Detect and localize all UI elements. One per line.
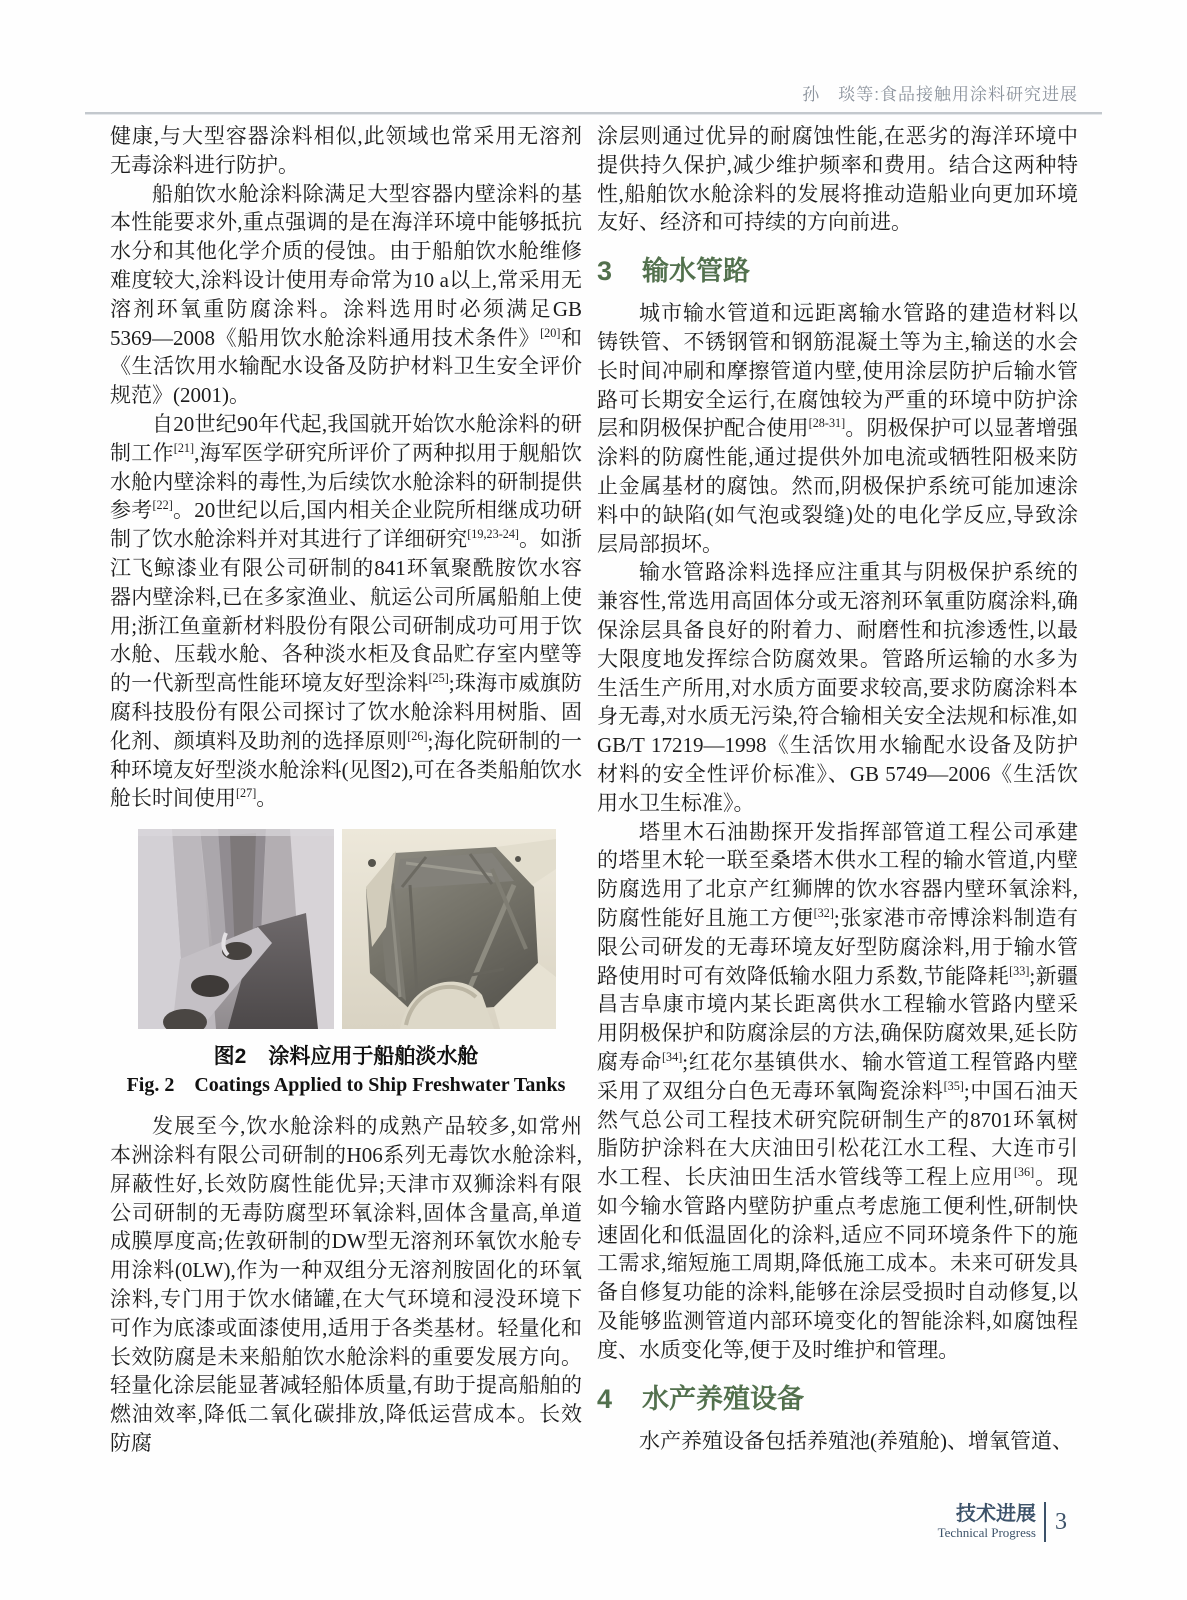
figure-caption-cn-text: 涂料应用于船舶淡水舱	[268, 1045, 479, 1069]
section-title: 水产养殖设备	[642, 1383, 805, 1414]
figure-caption-cn-label: 图2	[213, 1045, 247, 1069]
footer-section-cn: 技术进展	[956, 1503, 1036, 1525]
paragraph: 健康,与大型容器涂料相似,此领域也常采用无溶剂无毒涂料进行防护。	[110, 124, 582, 177]
page-number: 3	[1055, 1508, 1067, 1535]
right-column	[597, 122, 1078, 1455]
figure-2	[110, 829, 582, 1098]
figure-caption-en-text: Coatings Applied to Ship Freshwater Tanks	[194, 1074, 566, 1097]
section-number: 4	[597, 1383, 613, 1414]
paragraph: 城市输水管道和远距离输水管路的建造材料以铸铁管、不锈钢管和钢筋混凝土等为主,输送的水会长时间冲刷和摩擦管道内壁,使用涂层防护后输水管路可长期安全运行,在腐蚀较为严重的环境中防护涂层和阴极保护配合使用[28-31]。阴极保护可以显著增强涂料的防腐性能,通过提供外加电流或牺牲阳极来防止金属基材的腐蚀。然而,阴极保护系统可能加速涂料中的缺陷(如气泡或裂缝)处的电化学反应,导致涂层局部损坏。	[597, 301, 1079, 556]
section-heading-3	[597, 253, 1078, 289]
paragraph: 输水管路涂料选择应注重其与阴极保护系统的兼容性,常选用高固体分或无溶剂环氧重防腐涂料,确保涂层具备良好的附着力、耐磨性和抗渗透性,以最大限度地发挥综合防腐效果。管路所运输的水多为生活生产所用,对水质方面要求较高,要求防腐涂料本身无毒,对水质无污染,符合输相关安全法规和标准,如GB/T 17219—1998《生活饮用水输配水设备及防护材料的安全性评价标准》、GB 5749—2006《生活饮用水卫生标准》。	[597, 560, 1078, 815]
section-title: 输水管路	[642, 256, 751, 287]
footer-labels	[938, 1503, 1044, 1541]
figure-caption-en-label: Fig. 2	[126, 1074, 175, 1097]
header-rule	[85, 112, 1102, 115]
paragraph: 发展至今,饮水舱涂料的成熟产品较多,如常州本洲涂料有限公司研制的H06系列无毒饮水舱涂料,屏蔽性好,长效防腐性能优异;天津市双狮涂料有限公司研制的无毒防腐型环氧涂料,固体含量高,单道成膜厚度高;佐敦研制的DW型无溶剂环氧饮水舱专用涂料(0LW),作为一种双组分无溶剂胺固化的环氧涂料,专门用于饮水储罐,在大气环境和浸没环境下可作为底漆或面漆使用,适用于各类基材。轻量化和长效防腐是未来船舶饮水舱涂料的重要发展方向。轻量化涂层能显著减轻船体质量,有助于提高船舶的燃油效率,降低二氧化碳排放,降低运营成本。长效防腐	[110, 1114, 582, 1455]
figure-caption-cn	[110, 1043, 582, 1070]
paragraph: 涂层则通过优异的耐腐蚀性能,在恶劣的海洋环境中提供持久保护,减少维护频率和费用。结合这两种特性,船舶饮水舱涂料的发展将推动造船业向更加环境友好、经济和可持续的方向前进。	[597, 124, 1078, 235]
paragraph: 塔里木石油勘探开发指挥部管道工程公司承建的塔里木轮一联至桑塔木供水工程的输水管道,内壁防腐选用了北京产红狮牌的饮水容器内壁环氧涂料,防腐性能好且施工方便[32];张家港市帝博涂料制造有限公司研发的无毒环境友好型防腐涂料,用于输水管路使用时可有效降低输水阻力系数,节能降耗[33];新疆昌吉阜康市境内某长距离供水工程输水管路内壁采用阴极保护和防腐涂层的方法,确保防腐效果,延长防腐寿命[34];红花尔基镇供水、输水管道工程管路内壁采用了双组分白色无毒环氧陶瓷涂料[35];中国石油天然气总公司工程技术研究院研制生产的8701环氧树脂防护涂料在大庆油田引松花江水工程、大连市引水工程、长庆油田生活水管线等工程上应用[36]。现如今输水管路内壁防护重点考虑施工便利性,研制快速固化和低温固化的涂料,适应不同环境条件下的施工需求,缩短施工周期,降低施工成本。未来可研发具备自修复功能的涂料,能够在涂层受损时自动修复,以及能够监测管道内部环境变化的智能涂料,如腐蚀程度、水质变化等,便于及时维护和管理。	[597, 819, 1079, 1362]
paragraph: 自20世纪90年代起,我国就开始饮水舱涂料的研制工作[21],海军医学研究所评价了两种拟用于舰船饮水舱内壁涂料的毒性,为后续饮水舱涂料的研制提供参考[22]。20世纪以后,国内相关企业院所相继成功研制了饮水舱涂料并对其进行了详细研究[19,23-24]。如浙江飞鲸漆业有限公司研制的841环氧聚酰胺饮水容器内壁涂料,已在多家渔业、航运公司所属船舶上使用;浙江鱼童新材料股份有限公司研制成功可用于饮水舱、压载水舱、各种淡水柜及食品贮存室内壁等的一代新型高性能环境友好型涂料[25];珠海市威旗防腐科技股份有限公司探讨了饮水舱涂料用树脂、固化剂、颜填料及助剂的选择原则[26];海化院研制的一种环境友好型淡水舱涂料(见图2),可在各类船舶饮水舱长时间使用[27]。	[110, 411, 583, 811]
tank-interior-photo-left	[138, 829, 334, 1029]
section-heading-4	[597, 1381, 1078, 1417]
paragraph: 船舶饮水舱涂料除满足大型容器内壁涂料的基本性能要求外,重点强调的是在海洋环境中能够抵抗水分和其他化学介质的侵蚀。由于船舶饮水舱维修难度较大,涂料设计使用寿命常为10 a以上,常采用无溶剂环氧重防腐涂料。涂料选用时必须满足GB 5369—2008《船用饮水舱涂料通用技术条件》[20]和《生活饮用水输配水设备及防护材料卫生安全评价规范》(2001)。	[110, 181, 583, 408]
figure-photo-row	[110, 829, 582, 1029]
tank-interior-photo-right	[342, 829, 556, 1029]
figure-caption-en	[110, 1072, 582, 1098]
paragraph: 水产养殖设备包括养殖池(养殖舱)、增氧管道、	[639, 1428, 1073, 1453]
left-column	[110, 122, 582, 1458]
section-number: 3	[597, 256, 613, 287]
footer-section-en: Technical Progress	[937, 1525, 1036, 1540]
running-header: 孙 琰等:食品接触用涂料研究进展	[802, 85, 1078, 104]
page-footer	[938, 1502, 1067, 1542]
